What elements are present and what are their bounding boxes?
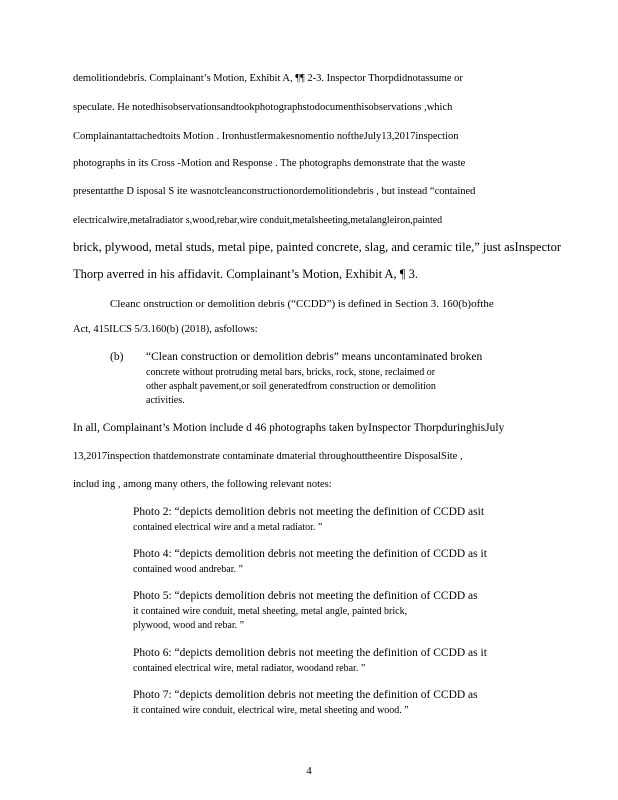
paragraph-line: 13,2017inspection thatdemonstrate contaminate dmaterial throughouttheentire DisposalSite , (73, 451, 463, 462)
list-item-line: contained electrical wire and a metal radiator. ” (133, 522, 323, 533)
list-item-line: Photo 7: “depicts demolition debris not meeting the definition of CCDD as (133, 689, 478, 701)
quote-line: activities. (146, 395, 185, 406)
paragraph-line: brick, plywood, metal studs, metal pipe, painted concrete, slag, and ceramic tile,” just asInspector (73, 240, 562, 254)
list-item-line: contained wood andrebar. ” (133, 564, 243, 575)
paragraph-line: Cleanc onstruction or demolition debris (“CCDD”) is defined in Section 3. 160(b)ofthe (110, 298, 494, 310)
paragraph-line: electricalwire,metalradiator s,wood,rebar,wire conduit,metalsheeting,metalangleiron,painted (73, 215, 443, 226)
page-number: 4 (306, 765, 312, 777)
paragraph-line: includ ing , among many others, the following relevant notes: (73, 479, 332, 490)
paragraph-line: speculate. He notedhisobservationsandtookphotographstodocumenthisobservations ,which (73, 102, 453, 113)
quote-line: other asphalt pavement,or soil generatedfrom construction or demolition (146, 381, 436, 392)
list-item-line: contained electrical wire, metal radiator, woodand rebar. ” (133, 663, 366, 674)
paragraph-line: Complainantattachedtoits Motion . Ironhustlermakesnomentio noftheJuly13,2017inspection (73, 131, 459, 142)
quote-line: “Clean construction or demolition debris” means uncontaminated broken (146, 351, 483, 363)
paragraph-line: demolitiondebris. Complainant’s Motion, Exhibit A, ¶¶ 2-3. Inspector Thorpdidnotassume or (73, 73, 463, 84)
paragraph-line: presentatthe D isposal S ite wasnotcleanconstructionordemolitiondebris , but instead “contained (73, 186, 476, 197)
paragraph-line: In all, Complainant’s Motion include d 46 photographs taken byInspector ThorpduringhisJuly (73, 422, 505, 434)
list-item-line: Photo 5: “depicts demolition debris not meeting the definition of CCDD as (133, 590, 478, 602)
paragraph-line: Act, 415ILCS 5/3.160(b) (2018), asfollows: (73, 324, 258, 335)
quote-line: concrete without protruding metal bars, bricks, rock, stone, reclaimed or (146, 367, 436, 378)
list-item-line: it contained wire conduit, metal sheeting, metal angle, painted brick, (133, 606, 408, 617)
list-item-line: it contained wire conduit, electrical wire, metal sheeting and wood. ” (133, 705, 409, 716)
list-item-line: Photo 6: “depicts demolition debris not meeting the definition of CCDD as it (133, 647, 487, 659)
list-item-line: Photo 2: “depicts demolition debris not meeting the definition of CCDD asit (133, 506, 485, 518)
quote-marker: (b) (110, 351, 124, 363)
paragraph-line: photographs in its Cross -Motion and Response . The photographs demonstrate that the waste (73, 158, 466, 169)
list-item-line: Photo 4: “depicts demolition debris not meeting the definition of CCDD as it (133, 548, 487, 560)
list-item-line: plywood, wood and rebar. ” (133, 620, 245, 631)
paragraph-line: Thorp averred in his affidavit. Complainant’s Motion, Exhibit A, ¶ 3. (73, 267, 418, 281)
